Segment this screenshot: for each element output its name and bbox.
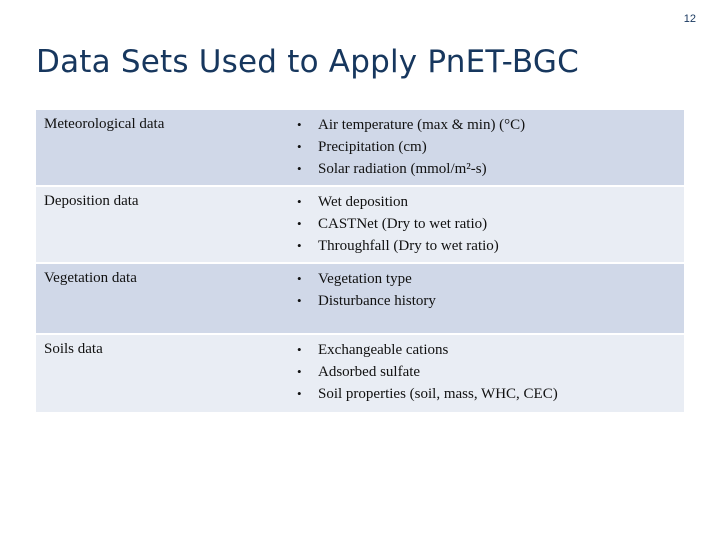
category-cell: Deposition data	[36, 186, 284, 263]
items-cell	[284, 186, 684, 263]
bullet-icon: •	[297, 139, 302, 154]
list-item-text: Solar radiation (mmol/m²-s)	[318, 161, 487, 177]
bullet-icon: •	[297, 161, 302, 176]
list-item-text: Throughfall (Dry to wet ratio)	[318, 238, 499, 254]
list-item-text: Exchangeable cations	[318, 342, 449, 358]
category-cell: Vegetation data	[36, 263, 284, 334]
slide-title: Data Sets Used to Apply PnET-BGC	[36, 44, 579, 80]
bullet-icon: •	[297, 271, 302, 286]
list-item	[294, 339, 684, 361]
list-item-text: Adsorbed sulfate	[318, 364, 421, 380]
bullet-icon: •	[297, 293, 302, 308]
table-row-meteorological	[36, 110, 684, 186]
list-item	[294, 383, 684, 405]
bullet-list	[294, 114, 684, 180]
list-item	[294, 268, 684, 290]
list-item-text: CASTNet (Dry to wet ratio)	[318, 216, 488, 232]
table-row-vegetation	[36, 263, 684, 334]
list-item	[294, 158, 684, 180]
bullet-icon: •	[297, 216, 302, 231]
items-cell	[284, 110, 684, 186]
list-item	[294, 361, 684, 383]
page-number: 12	[683, 13, 696, 25]
table-row-deposition	[36, 186, 684, 263]
list-item-text: Air temperature (max & min) (°C)	[318, 117, 526, 133]
list-item-text: Precipitation (cm)	[318, 139, 427, 155]
bullet-list	[294, 191, 684, 257]
bullet-icon: •	[297, 342, 302, 357]
bullet-icon: •	[297, 364, 302, 379]
bullet-list	[294, 268, 684, 312]
list-item-text: Soil properties (soil, mass, WHC, CEC)	[318, 386, 558, 402]
bullet-icon: •	[297, 194, 302, 209]
list-item	[294, 136, 684, 158]
list-item-text: Wet deposition	[318, 194, 409, 210]
bullet-icon: •	[297, 386, 302, 401]
list-item	[294, 235, 684, 257]
list-item	[294, 213, 684, 235]
bullet-list	[294, 339, 684, 405]
list-item-text: Vegetation type	[318, 271, 412, 287]
list-item-text: Disturbance history	[318, 293, 436, 309]
data-sets-table	[36, 110, 684, 414]
category-cell: Soils data	[36, 334, 284, 413]
items-cell	[284, 334, 684, 413]
list-item	[294, 114, 684, 136]
category-cell: Meteorological data	[36, 110, 284, 186]
bullet-icon: •	[297, 238, 302, 253]
table-row-soils	[36, 334, 684, 413]
list-item	[294, 191, 684, 213]
list-item	[294, 290, 684, 312]
items-cell	[284, 263, 684, 334]
bullet-icon: •	[297, 117, 302, 132]
